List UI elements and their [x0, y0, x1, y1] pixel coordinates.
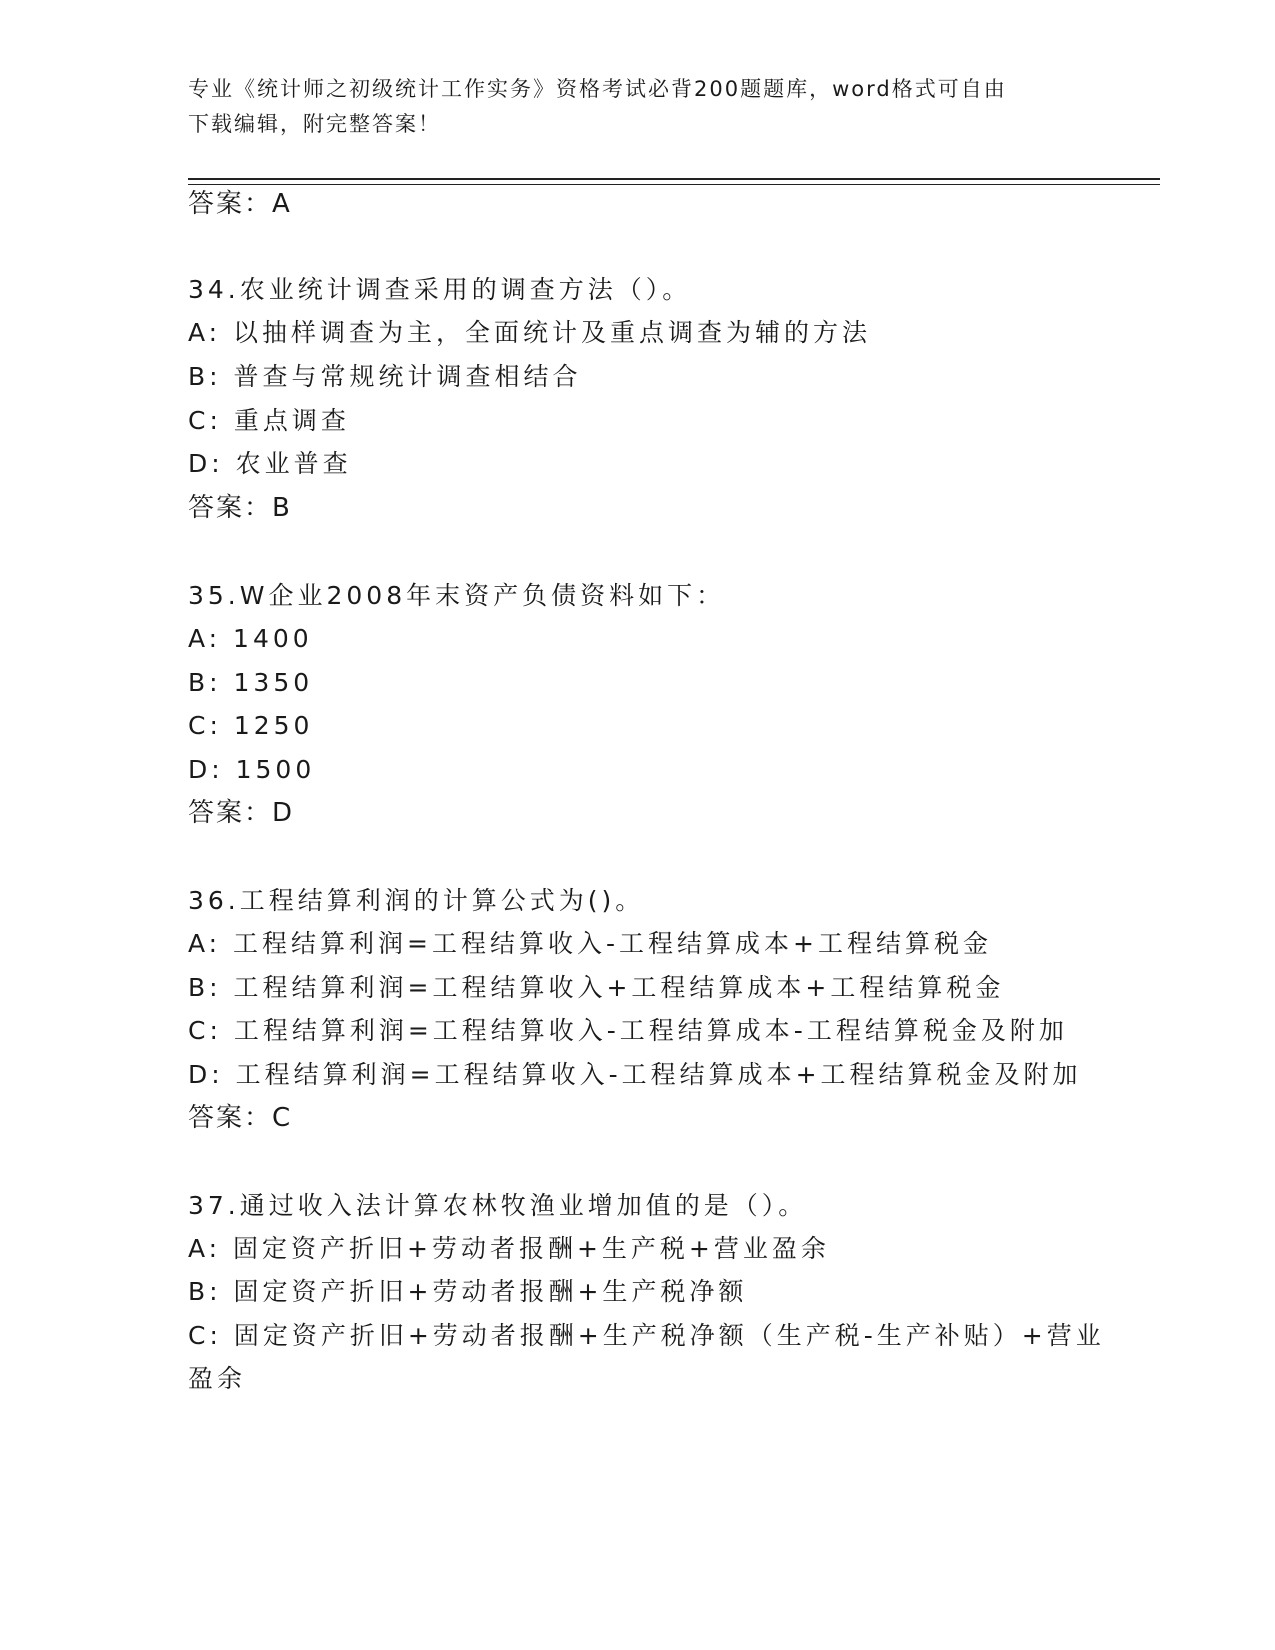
option-35-d: D: 1500 [188, 755, 316, 784]
answer-35: 答案：D [188, 798, 295, 828]
header-rule-thick [188, 178, 1160, 180]
question-34: 34.农业统计调查采用的调查方法（）。 [188, 275, 692, 304]
option-34-c: C: 重点调查 [188, 406, 350, 435]
header-rule-thin [188, 184, 1160, 185]
header-line-2: 下载编辑，附完整答案！ [188, 112, 441, 136]
option-34-b: B: 普查与常规统计调查相结合 [188, 362, 582, 391]
option-37-c-continued: 盈余 [188, 1364, 247, 1393]
option-34-a: A: 以抽样调查为主，全面统计及重点调查为辅的方法 [188, 318, 872, 347]
option-37-c: C: 固定资产折旧+劳动者报酬+生产税净额（生产税-生产补贴）+营业 [188, 1321, 1105, 1350]
question-36: 36.工程结算利润的计算公式为()。 [188, 886, 645, 915]
answer-previous: 答案：A [188, 189, 292, 219]
option-37-a: A: 固定资产折旧+劳动者报酬+生产税+营业盈余 [188, 1234, 830, 1263]
option-36-d: D: 工程结算利润=工程结算收入-工程结算成本+工程结算税金及附加 [188, 1060, 1082, 1089]
answer-36: 答案：C [188, 1103, 293, 1133]
header-line-1: 专业《统计师之初级统计工作实务》资格考试必背200题题库，word格式可自由 [188, 77, 1007, 101]
document-header [188, 72, 1068, 142]
question-37: 37.通过收入法计算农林牧渔业增加值的是（）。 [188, 1191, 808, 1220]
option-35-a: A: 1400 [188, 624, 313, 653]
option-36-b: B: 工程结算利润=工程结算收入+工程结算成本+工程结算税金 [188, 973, 1005, 1002]
option-36-a: A: 工程结算利润=工程结算收入-工程结算成本+工程结算税金 [188, 929, 992, 958]
option-35-b: B: 1350 [188, 668, 314, 697]
option-36-c: C: 工程结算利润=工程结算收入-工程结算成本-工程结算税金及附加 [188, 1016, 1068, 1045]
option-35-c: C: 1250 [188, 711, 314, 740]
answer-34: 答案：B [188, 493, 292, 523]
option-37-b: B: 固定资产折旧+劳动者报酬+生产税净额 [188, 1277, 748, 1306]
option-34-d: D: 农业普查 [188, 449, 352, 478]
question-35: 35.W企业2008年末资产负债资料如下： [188, 581, 726, 610]
